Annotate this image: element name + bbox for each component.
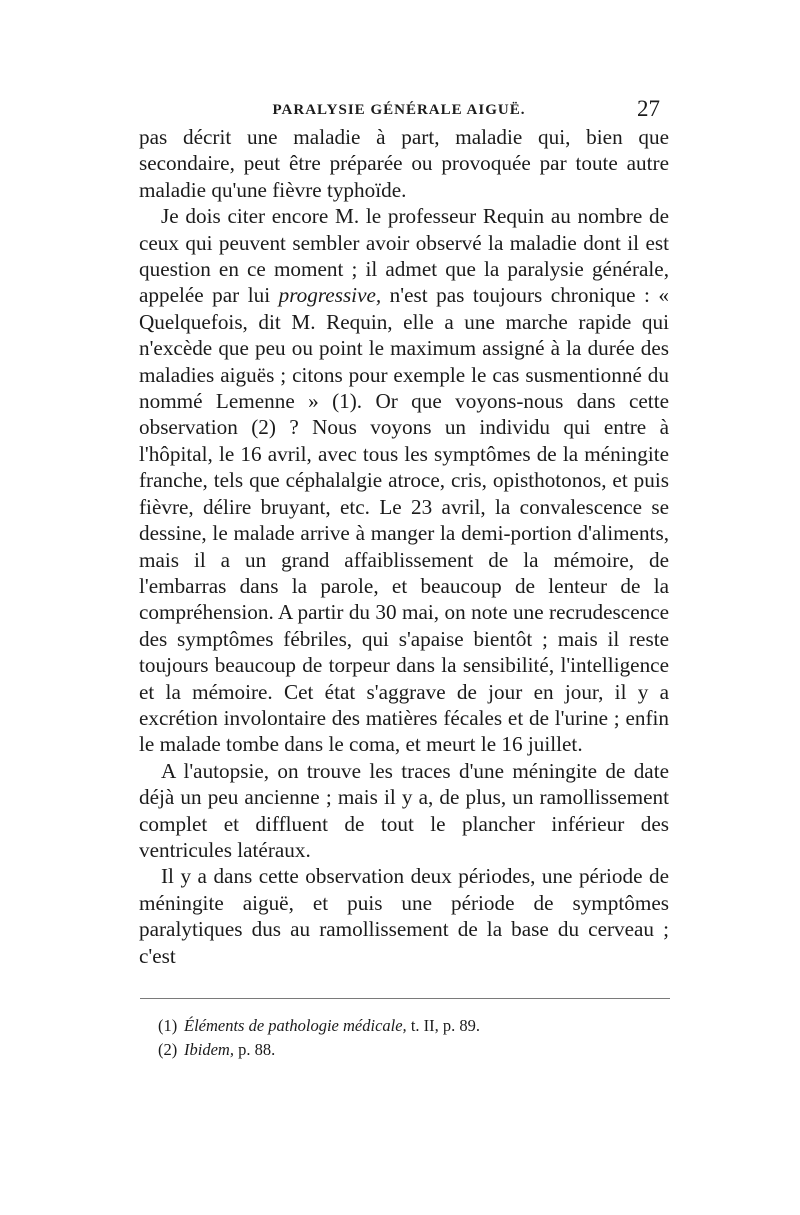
- paragraph: pas décrit une maladie à part, maladie qui, bien que secondaire, peut être préparée ou provoquée par toute autre maladie qu'une fièvre typhoïde.: [139, 125, 669, 202]
- running-head: [138, 98, 660, 124]
- footnote-number: (1): [158, 1016, 178, 1035]
- paragraph-text: Je dois citer encore M. le professeur Requin au nombre de ceux qui peuvent sembler avoir observé la maladie dont il est question en ce moment ; il admet que la paralysie générale, appelée par lui: [139, 204, 669, 308]
- paragraph: Il y a dans cette observation deux périodes, une période de méningite aiguë, et puis une période de symptômes paralytiques dus au ramollissement de la base du cerveau ; c'est: [139, 864, 669, 968]
- body-text: [139, 124, 669, 969]
- paragraph: A l'autopsie, on trouve les traces d'une méningite de date déjà un peu ancienne ; mais il y a, de plus, un ramollissement complet et diffluent de tout le plancher inférieur des ventricules latéraux.: [139, 758, 669, 862]
- footnote-reference: p. 88.: [233, 1040, 276, 1059]
- footnote-title: Ibidem,: [184, 1040, 234, 1059]
- footnote: [158, 1014, 658, 1038]
- footnote-number: (2): [158, 1040, 178, 1059]
- footnote-reference: t. II, p. 89.: [406, 1016, 481, 1035]
- footnote-divider: [140, 998, 670, 999]
- running-title: PARALYSIE GÉNÉRALE AIGUË.: [272, 102, 526, 118]
- italic-term: progressive,: [278, 283, 382, 308]
- paragraph-text: n'est pas toujours chronique : « Quelquefois, dit M. Requin, elle a une marche rapide qui n'excède que peu ou point le maximum assigné à la durée des maladies aiguës ; citons pour exemple le cas susmentionné du nommé Lemenne » (1). Or que voyons-nous dans cette observation (2) ? Nous voyons un individu qui entre à l'hôpital, le 16 avril, avec tous les symptômes de la méningite franche, tels que céphalalgie atroce, cris, opisthotonos, et puis fièvre, délire bruyant, etc. Le 23 avril, la convalescence se dessine, le malade arrive à manger la demi-portion d'aliments, mais il a un grand affaiblissement de la mémoire, de l'embarras dans la parole, et beaucoup de lenteur de la compréhension. A partir du 30 mai, on note une recrudescence des symptômes fébriles, qui s'apaise bientôt ; mais il reste toujours beaucoup de torpeur dans la sensibilité, l'intelligence et la mémoire. Cet état s'aggrave de jour en jour, il y a excrétion involontaire des matières fécales et de l'urine ; enfin le malade tombe dans le coma, et meurt le 16 juillet.: [139, 283, 669, 757]
- footnote-title: Éléments de pathologie médicale,: [184, 1016, 407, 1035]
- footnotes: [158, 1014, 658, 1062]
- paragraph: [139, 203, 669, 758]
- page-number: 27: [637, 96, 660, 121]
- footnote: [158, 1038, 658, 1062]
